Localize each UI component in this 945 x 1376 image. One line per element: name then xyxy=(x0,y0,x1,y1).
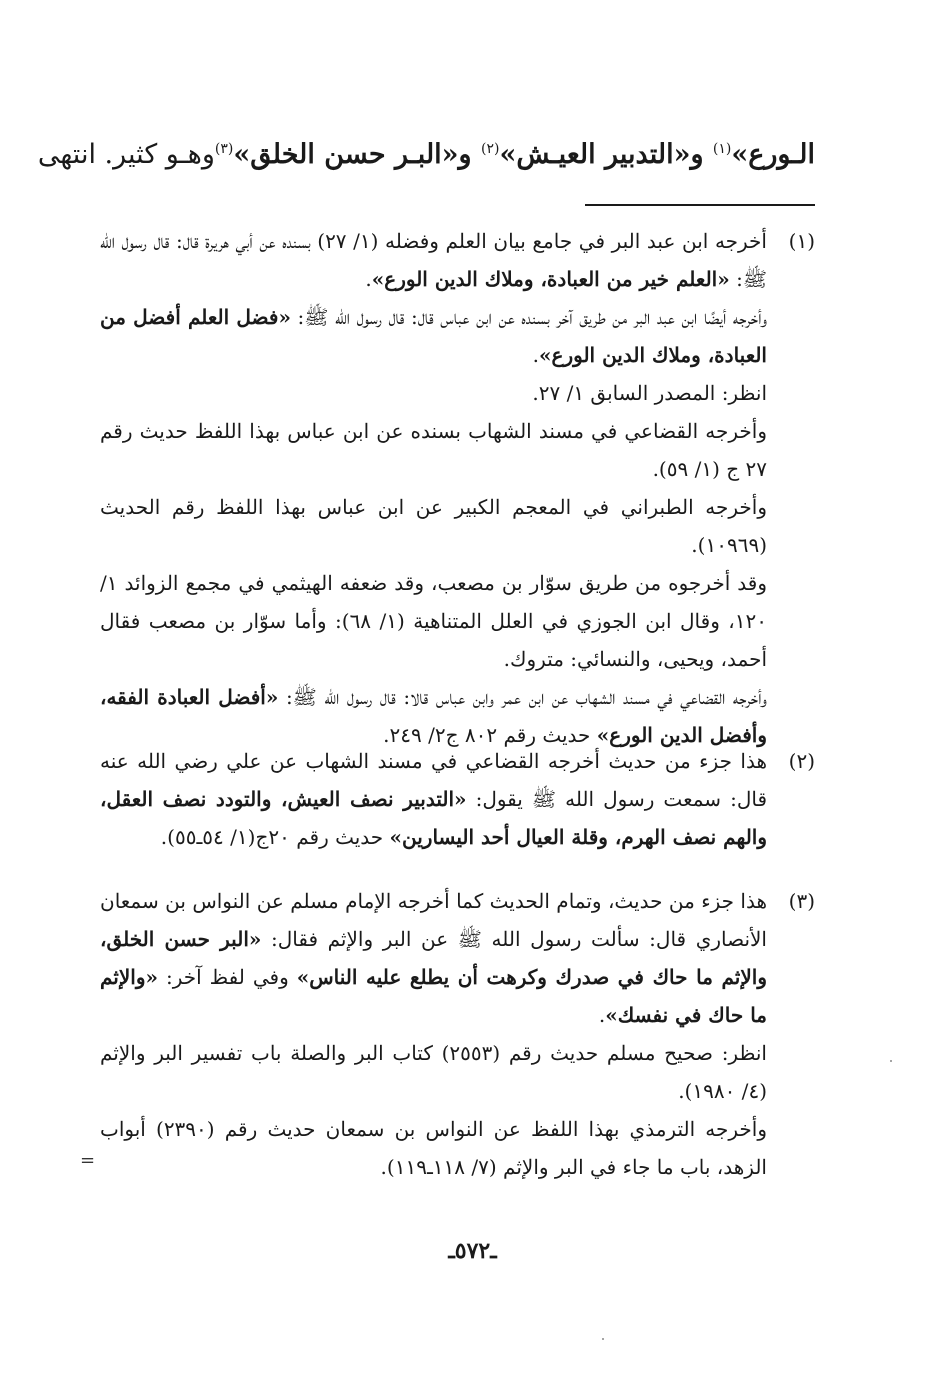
footnote-body xyxy=(100,742,767,856)
hadith-quote: «فضل العلم أفضل من العبادة، وملاك الدين الورع» xyxy=(100,305,767,367)
footnote-text: حديث رقم ٨٠٢ ج٢/ ٢٤٩. xyxy=(383,723,597,747)
footnote-number: (١) xyxy=(788,229,815,253)
hadith-quote: «البر حسن الخلق، والإثم ما حاك في صدرك وكرهت أن يطلع عليه الناس» xyxy=(100,927,767,989)
main-text-part: الـورع» xyxy=(731,139,815,170)
footnote-text: انظر: المصدر السابق ١/ ٢٧. xyxy=(532,381,767,405)
hadith-quote: «والإثم ما حاك في نفسك» xyxy=(100,965,767,1027)
main-text-part: و«التدبير العيـش» xyxy=(499,139,713,170)
footnote-paragraph xyxy=(100,222,767,298)
footnote-text: وقد أخرجوه من طريق سوّار بن مصعب، وقد ضعفه الهيثمي في مجمع الزوائد ١/ ١٢٠، وقال ابن الجوزي في العلل المتناهية (١/ ٦٨): وأما سوّار بن مصعب فقال أحمد، ويحيى، والنسائي: متروك. xyxy=(100,571,767,671)
footnote-paragraph xyxy=(100,488,767,564)
footnote-paragraph xyxy=(100,412,767,488)
footnote-paragraph xyxy=(100,374,767,412)
footnote-ref: (٣) xyxy=(214,141,234,157)
footnote-text: . xyxy=(598,1003,606,1027)
footnote-text: وأخرجه أيضًا ابن عبد البر من طريق آخر بسنده عن ابن عباس قال: قال رسول الله ﷺ: xyxy=(290,305,768,329)
footnote-text: وأخرجه الطبراني في المعجم الكبير عن ابن عباس بهذا اللفظ رقم الحديث (١٠٩٦٩). xyxy=(100,495,767,557)
footnote-text: وأخرجه الترمذي بهذا اللفظ عن النواس بن سمعان حديث رقم (٢٣٩٠) أبواب الزهد، باب ما جاء في البر والإثم (٧/ ١١٨ـ١١٩). xyxy=(100,1117,767,1179)
footnote-text: . xyxy=(365,267,372,291)
scan-speck xyxy=(602,1338,604,1340)
footnote-text: وفي لفظ آخر: xyxy=(158,965,297,989)
hadith-quote: «أفضل العبادة الفقه، وأفضل الدين الورع» xyxy=(100,685,767,747)
footnote-3 xyxy=(100,882,815,1186)
footnote-text: أخرجه ابن عبد البر في جامع بيان العلم وفضله (١/ ٢٧) بسنده عن أبي هريرة قال: قال رسول الله ﷺ: xyxy=(100,229,767,291)
footnote-paragraph xyxy=(100,298,767,374)
footnote-body xyxy=(100,222,767,754)
footnote-paragraph xyxy=(100,742,767,856)
footnote-number: (٢) xyxy=(788,749,815,773)
footnote-text: وأخرجه القضاعي في مسند الشهاب بسنده عن ابن عباس بهذا اللفظ حديث رقم ٢٧ ج (١/ ٥٩). xyxy=(100,419,767,481)
footnote-ref: (١) xyxy=(712,141,732,157)
footnote-ref: (٢) xyxy=(481,141,500,157)
scan-speck xyxy=(890,1060,892,1062)
continuation-mark: = xyxy=(80,1150,96,1171)
footnote-text: وأخرجه القضاعي في مسند الشهاب عن ابن عمر وابن عباس قالا: قال رسول الله ﷺ: xyxy=(278,685,767,709)
hadith-quote: «التدبير نصف العيش، والتودد نصف العقل، والهم نصف الهرم، وقلة العيال أحد اليسارين» xyxy=(100,787,767,849)
footnote-paragraph xyxy=(100,564,767,678)
main-text-part: وهـو كثير. انتهى xyxy=(37,139,215,170)
main-text-part: و«البـر حسن الخلق» xyxy=(233,139,481,170)
footnote-text: حديث رقم ٢٠ج(١/ ٥٤ـ٥٥). xyxy=(160,825,390,849)
footnote-separator xyxy=(585,204,815,206)
footnote-paragraph xyxy=(100,1110,767,1186)
footnote-paragraph xyxy=(100,1034,767,1110)
footnote-1 xyxy=(100,222,815,754)
footnote-number: (٣) xyxy=(788,889,815,913)
footnote-2 xyxy=(100,742,815,856)
footnote-text: انظر: صحيح مسلم حديث رقم (٢٥٥٣) كتاب البر والصلة باب تفسير البر والإثم (٤/ ١٩٨٠). xyxy=(100,1041,767,1103)
hadith-quote: «العلم خير من العبادة، وملاك الدين الورع» xyxy=(371,267,730,291)
footnote-text: هذا جزء من حديث أخرجه القضاعي في مسند الشهاب عن علي رضي الله عنه قال: سمعت رسول الله ﷺ يقول: xyxy=(100,749,768,811)
page-number: ـ٥٧٢ـ xyxy=(448,1238,497,1264)
footnote-paragraph xyxy=(100,882,767,1034)
footnote-body xyxy=(100,882,767,1186)
main-text-line xyxy=(37,130,815,180)
footnote-text: هذا جزء من حديث، وتمام الحديث كما أخرجه الإمام مسلم عن النواس بن سمعان الأنصاري قال: سألت رسول الله ﷺ عن البر والإثم فقال: xyxy=(100,889,767,951)
footnote-text: . xyxy=(532,343,540,367)
